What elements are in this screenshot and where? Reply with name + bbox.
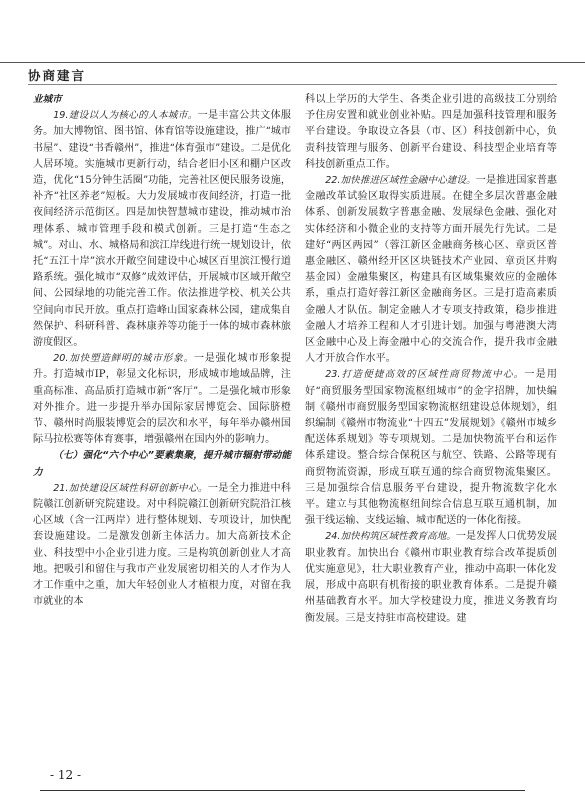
paragraph-22-body: 一是推进国家普惠金融改革试验区取得实质进展。在健全多层次普惠金融体系、创新发展数字普惠金融、发展绿色金融、强化对实体经济和小微企业的支持等方面开展先行先试。二是建好“两区两园”（蓉江新区金融商务核心区、章贡区普惠金融区、赣州经开区区块链技术产业园、章贡区井购基金园）金融集聚区，构建具有区域集聚效应的金融体系，重点打造好蓉江新区金融商务区。三是打造高素质金融人才队伍。制定金融人才专项支持政策，稳步推进金融人才培养工程和人才引进计划。加强与粤港澳大湾区金融中心及上海金融中心的交流合作，提升我市金融人才开放合作水平。 (305, 175, 558, 365)
paragraph-21-body: 一是全力推进中科院赣江创新研究院建设。对中科院赣江创新研究院沿江核心区域（含一江两岸）进行整体规划、专项设计，加快配套设施建设。二是激发创新主体活力。加大高新技术企业、科技型中小企业引进力度。三是构筑创新创业人才高地。把吸引和留住与我市产业发展密切相关的人才作为人才工作重中之重，加大年轻创业人才植根力度，对留在我市就业的本 (33, 482, 292, 608)
left-column (33, 92, 291, 611)
section-tag: 协商建言 (28, 68, 87, 83)
right-column (305, 92, 557, 627)
paragraph-24-body: 一是发挥人口优势发展职业教育。加快出台《赣州市职业教育综合改革提质创优实施意见》，壮大职业教育产业，推动中高职一体化发展，形成中高职有机衔接的职业教育体系。二是提升赣州基础教育水平。加大学校建设力度，推进义务教育均衡发展。三是支持驻市高校建设。建 (305, 531, 557, 624)
header-divider (28, 84, 557, 85)
paragraph-19-title: 19.建设以人为核心的人本城市。 (53, 110, 198, 122)
page-number: - 12 - (50, 768, 82, 782)
paragraph-23 (305, 367, 557, 529)
section-7-heading: （七）强化“六个中心”要素集聚，提升城市辐射带动能力 (33, 450, 291, 478)
paragraph-19 (33, 108, 291, 351)
fragment-title: 业城市 (33, 94, 62, 105)
paragraph-24 (305, 529, 557, 626)
paragraph-20-body: 一是强化城市形象提升。打造城市IP，彰显文化标识，形成城市地域品牌，注重高标准、高品质打造城市新“客厅”。二是强化城市形象对外推介。进一步提升举办国际家居博览会、国际脐橙节、赣州时尚服装博览会的层次和水平，每年举办赣州国际马拉松赛等体育赛事，增强赣州在国内外的影响力。 (33, 353, 292, 446)
footer-rule (40, 790, 525, 791)
header-rule (0, 62, 585, 63)
paragraph-22-title: 22.加快推进区域性金融中心建设。 (325, 175, 476, 187)
paragraph-22 (305, 173, 557, 367)
paragraph-23-body: 一是用好“商贸服务型国家物流枢纽城市”的金字招牌，加快编制《赣州市商贸服务型国家物流枢纽建设总体规划》，组织编制《赣州市物流业“十四五”发展规划》《赣州市城乡配送体系规划》等专项规划。二是加快物流平台和运作体系建设。整合综合保税区与航空、铁路、公路等现有商贸物流资源，形成互联互通的综合商贸物流集聚区。三是加强综合信息服务平台建设，提升物流数字化水平。建立与其他物流枢纽间综合信息互联互通机制，加强干线运输、支线运输、城市配送的一体化衔接。 (305, 369, 558, 527)
paragraph-20-title: 20.加快塑造鲜明的城市形象。 (53, 353, 194, 365)
paragraph-24-title: 24.加快构筑区域性教育高地。 (325, 531, 456, 543)
paragraph-21-continued: 科以上学历的大学生、各类企业引进的高级技工分别给予住房安置和就业创业补贴。四是加强科技管理和服务平台建设。争取设立各县（市、区）科技创新中心，负责科技管理与服务、创新平台建设、科技型企业培育等科技创新重点工作。 (305, 94, 557, 170)
paragraph-20 (33, 351, 291, 448)
paragraph-21 (33, 481, 291, 611)
page-header (0, 0, 585, 83)
paragraph-21-title: 21.加快建设区域性科研创新中心。 (53, 482, 208, 494)
paragraph-19-body: 一是丰富公共文体服务。加大博物馆、图书馆、体育馆等设施建设，推广“城市书屋”、建设“书香赣州”，推进“体育强市”建设。二是优化人居环境。实施城市更新行动，结合老旧小区和棚户区改造，优化“15分钟生活圈”功能，完善社区便民服务设施，补齐“社区养老”短板。大力发展城市夜间经济，打造一批夜间经济示范街区。四是加快智慧城市建设，推动城市治理体系、城市管理手段和模式创新。三是打造“生态之城”。对山、水、城格局和滨江岸线进行统一规划设计，依托“五江十岸”滨水开敞空间建设中心城区百里滨江慢行道路系统。强化城市“双修”成效评估，开展城市区域开敞空间、公园绿地的功能完善工作。依法推进学校、机关公共空间向市民开放。重点打造峰山国家森林公园，建成集自然保护、科研科普、森林康养等功能于一体的城市森林旅游度假区。 (33, 110, 291, 349)
paragraph-23-title: 23.打造便捷高效的区域性商贸物流中心。 (325, 369, 525, 381)
